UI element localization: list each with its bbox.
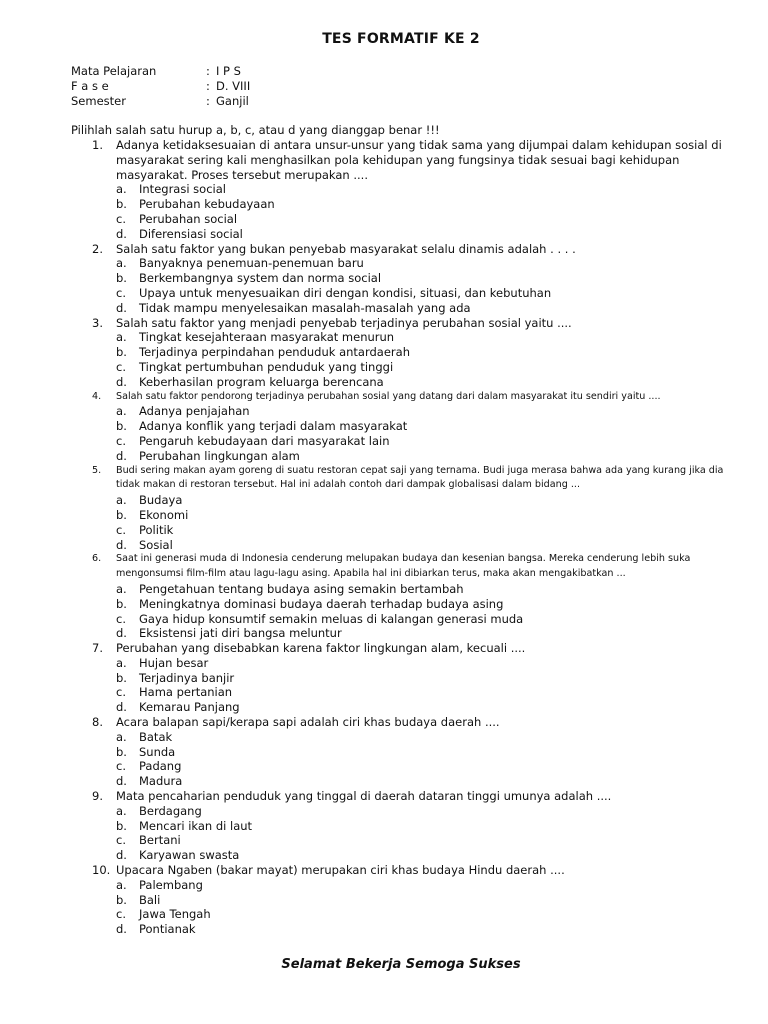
answer-option: [0, 848, 768, 863]
question-item: [0, 242, 768, 257]
option-letter: c.: [116, 211, 126, 226]
meta-label: Mata Pelajaran: [71, 64, 157, 78]
answer-option: [0, 922, 768, 937]
question-text: Salah satu faktor yang bukan penyebab masyarakat selalu dinamis adalah . . . .: [116, 241, 576, 256]
option-letter: a.: [116, 182, 127, 197]
option-letter: c.: [116, 433, 126, 448]
option-text: Berkembangnya system dan norma social: [139, 271, 382, 286]
option-letter: a.: [116, 729, 127, 744]
option-letter: d.: [116, 922, 127, 937]
question-item: [0, 715, 768, 730]
answer-option: [0, 434, 768, 449]
option-letter: d.: [116, 626, 127, 641]
option-text: Keberhasilan program keluarga berencana: [139, 374, 384, 389]
meta-value: Ganjil: [216, 94, 249, 108]
meta-row-subject: [71, 64, 250, 79]
answer-option: [0, 227, 768, 242]
question-text: Salah satu faktor pendorong terjadinya perubahan sosial yang datang dari dalam masyarakat itu sendiri yaitu ....: [116, 390, 661, 402]
option-letter: a.: [116, 493, 127, 508]
question-item: [0, 552, 768, 582]
option-text: Bali: [139, 892, 161, 907]
option-text: Diferensiasi social: [139, 226, 243, 241]
question-number: 9.: [92, 789, 103, 804]
question-text: Saat ini generasi muda di Indonesia cenderung melupakan budaya dan kesenian bangsa. Mereka cenderung lebih suka mengonsumsi film-film atau lagu-lagu asing. Apabila hal ini dibiarkan terus, maka akan mengakibatkan ...: [116, 553, 691, 580]
option-letter: b.: [116, 419, 127, 434]
option-letter: c.: [116, 907, 126, 922]
answer-option: [0, 597, 768, 612]
option-text: Berdagang: [139, 803, 202, 818]
answer-option: [0, 345, 768, 360]
option-letter: c.: [116, 522, 126, 537]
option-text: Gaya hidup konsumtif semakin meluas di kalangan generasi muda: [139, 611, 524, 626]
answer-option: [0, 819, 768, 834]
option-text: Integrasi social: [139, 182, 226, 197]
answer-option: [0, 730, 768, 745]
answer-option: [0, 404, 768, 419]
option-text: Meningkatnya dominasi budaya daerah terhadap budaya asing: [139, 596, 504, 611]
answer-option: [0, 286, 768, 301]
option-letter: c.: [116, 685, 126, 700]
page-title: TES FORMATIF KE 2: [322, 31, 480, 47]
answer-option: [0, 612, 768, 627]
meta-info: [71, 64, 250, 109]
meta-colon: :: [206, 94, 210, 108]
answer-option: [0, 330, 768, 345]
answer-option: [0, 508, 768, 523]
option-text: Upaya untuk menyesuaikan diri dengan kondisi, situasi, dan kebutuhan: [139, 285, 552, 300]
answer-option: [0, 700, 768, 715]
option-letter: a.: [116, 877, 127, 892]
question-text: Adanya ketidaksesuaian di antara unsur-unsur yang tidak sama yang dijumpai dalam kehidupan sosial di masyarakat sering kali menghasilkan pola kehidupan yang fungsinya tidak sesuai bagi kehidupan masyarakat. Proses tersebut merupakan ....: [116, 138, 722, 182]
option-text: Terjadinya perpindahan penduduk antardaerah: [139, 345, 410, 360]
closing-message: Selamat Bekerja Semoga Sukses: [281, 957, 521, 972]
option-letter: a.: [116, 803, 127, 818]
question-number: 2.: [92, 241, 103, 256]
meta-colon: :: [206, 79, 210, 93]
question-number: 3.: [92, 315, 103, 330]
meta-row-phase: [71, 79, 250, 94]
option-letter: b.: [116, 744, 127, 759]
option-text: Pengaruh kebudayaan dari masyarakat lain: [139, 433, 390, 448]
option-letter: b.: [116, 507, 127, 522]
answer-option: [0, 449, 768, 464]
option-letter: d.: [116, 537, 127, 552]
option-letter: b.: [116, 271, 127, 286]
option-letter: b.: [116, 197, 127, 212]
question-number: 10.: [92, 863, 111, 878]
option-text: Perubahan lingkungan alam: [139, 448, 300, 463]
option-letter: c.: [116, 611, 126, 626]
meta-label: Semester: [71, 94, 126, 108]
answer-option: [0, 256, 768, 271]
answer-option: [0, 301, 768, 316]
option-letter: a.: [116, 655, 127, 670]
question-number: 5.: [92, 464, 102, 476]
option-text: Terjadinya banjir: [139, 670, 235, 685]
question-number: 4.: [92, 390, 102, 402]
question-item: [0, 316, 768, 331]
option-text: Hama pertanian: [139, 685, 233, 700]
option-text: Hujan besar: [139, 655, 209, 670]
option-letter: d.: [116, 300, 127, 315]
answer-option: [0, 907, 768, 922]
instruction: Pilihlah salah satu hurup a, b, c, atau d yang dianggap benar !!!: [71, 123, 440, 137]
option-text: Padang: [139, 759, 182, 774]
answer-option: [0, 197, 768, 212]
option-text: Palembang: [139, 877, 203, 892]
answer-option: [0, 685, 768, 700]
answer-option: [0, 375, 768, 390]
answer-option: [0, 212, 768, 227]
option-text: Pengetahuan tentang budaya asing semakin bertambah: [139, 581, 464, 596]
option-text: Mencari ikan di laut: [139, 818, 253, 833]
option-letter: a.: [116, 581, 127, 596]
answer-option: [0, 582, 768, 597]
option-text: Budaya: [139, 493, 183, 508]
answer-option: [0, 804, 768, 819]
option-letter: d.: [116, 448, 127, 463]
option-letter: d.: [116, 374, 127, 389]
question-number: 1.: [92, 138, 103, 152]
option-text: Sosial: [139, 537, 173, 552]
answer-option: [0, 656, 768, 671]
question-list: [0, 138, 768, 937]
option-text: Kemarau Panjang: [139, 700, 240, 715]
question-text: Perubahan yang disebabkan karena faktor lingkungan alam, kecuali ....: [116, 641, 526, 656]
answer-option: [0, 671, 768, 686]
answer-option: [0, 493, 768, 508]
option-text: Banyaknya penemuan-penemuan baru: [139, 256, 364, 271]
option-text: Jawa Tengah: [139, 907, 211, 922]
meta-value: D. VIII: [216, 79, 251, 93]
option-text: Politik: [139, 522, 174, 537]
answer-option: [0, 538, 768, 553]
answer-option: [0, 360, 768, 375]
answer-option: [0, 271, 768, 286]
question-number: 7.: [92, 641, 103, 656]
option-letter: d.: [116, 226, 127, 241]
option-letter: d.: [116, 700, 127, 715]
answer-option: [0, 523, 768, 538]
question-item: [0, 390, 768, 405]
option-letter: b.: [116, 670, 127, 685]
answer-option: [0, 759, 768, 774]
option-letter: b.: [116, 596, 127, 611]
question-text: Mata pencaharian penduduk yang tinggal di daerah dataran tinggi umunya adalah ....: [116, 789, 612, 804]
answer-option: [0, 419, 768, 434]
option-text: Perubahan social: [139, 211, 238, 226]
option-text: Karyawan swasta: [139, 848, 240, 863]
meta-colon: :: [206, 64, 210, 78]
option-text: Ekonomi: [139, 507, 189, 522]
option-letter: d.: [116, 848, 127, 863]
option-text: Batak: [139, 729, 173, 744]
option-letter: a.: [116, 330, 127, 345]
meta-value: I P S: [216, 64, 241, 78]
option-letter: b.: [116, 892, 127, 907]
option-text: Sunda: [139, 744, 176, 759]
answer-option: [0, 626, 768, 641]
option-text: Tingkat pertumbuhan penduduk yang tinggi: [139, 359, 394, 374]
question-text: Salah satu faktor yang menjadi penyebab terjadinya perubahan sosial yaitu ....: [116, 315, 572, 330]
answer-option: [0, 893, 768, 908]
question-item: [0, 789, 768, 804]
option-text: Bertani: [139, 833, 181, 848]
option-text: Adanya konflik yang terjadi dalam masyarakat: [139, 419, 408, 434]
option-letter: c.: [116, 285, 126, 300]
option-letter: c.: [116, 833, 126, 848]
option-text: Tidak mampu menyelesaikan masalah-masalah yang ada: [139, 300, 471, 315]
question-number: 6.: [92, 553, 102, 565]
answer-option: [0, 182, 768, 197]
option-letter: b.: [116, 818, 127, 833]
option-letter: a.: [116, 256, 127, 271]
option-letter: c.: [116, 759, 126, 774]
question-number: 8.: [92, 715, 103, 730]
option-text: Eksistensi jati diri bangsa meluntur: [139, 626, 342, 641]
answer-option: [0, 774, 768, 789]
meta-label: F a s e: [71, 79, 109, 93]
option-letter: b.: [116, 345, 127, 360]
question-item: [0, 138, 768, 182]
option-text: Madura: [139, 774, 183, 789]
answer-option: [0, 833, 768, 848]
answer-option: [0, 878, 768, 893]
question-item: [0, 641, 768, 656]
option-text: Perubahan kebudayaan: [139, 197, 275, 212]
question-item: [0, 863, 768, 878]
option-letter: a.: [116, 404, 127, 419]
question-text: Acara balapan sapi/kerapa sapi adalah ciri khas budaya daerah ....: [116, 715, 500, 730]
option-text: Pontianak: [139, 922, 196, 937]
option-text: Adanya penjajahan: [139, 404, 250, 419]
question-item: [0, 464, 768, 494]
question-text: Budi sering makan ayam goreng di suatu restoran cepat saji yang ternama. Budi juga merasa bahwa ada yang kurang jika dia tidak makan di restoran tersebut. Hal ini adalah contoh dari dampak globalisasi dalam bidang ...: [116, 464, 724, 491]
option-letter: c.: [116, 359, 126, 374]
answer-option: [0, 745, 768, 760]
option-text: Tingkat kesejahteraan masyarakat menurun: [139, 330, 395, 345]
question-text: Upacara Ngaben (bakar mayat) merupakan ciri khas budaya Hindu daerah ....: [116, 863, 565, 878]
option-letter: d.: [116, 774, 127, 789]
meta-row-semester: [71, 94, 250, 109]
